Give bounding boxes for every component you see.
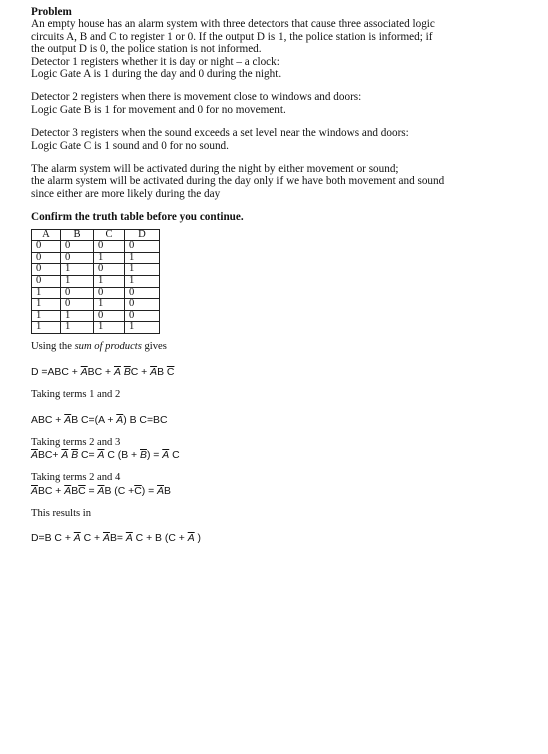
confirm-instruction: Confirm the truth table before you continue. (31, 211, 244, 224)
eq-sym: C (44, 485, 53, 497)
eq-sym: C (81, 450, 89, 462)
eq-sym: $\overline{C}$ (78, 485, 86, 497)
eq-sym: $\overline{A}$ (113, 367, 121, 379)
detector3-line-1: Detector 3 registers when the sound exceeds a set level near the windows and doors: (31, 127, 409, 140)
eq-sym: $\overline{A}$ (116, 414, 124, 426)
eq-sym: $\overline{C}$ (166, 367, 175, 379)
eq-sym: A (98, 414, 105, 426)
truth-table-cell: 1 (32, 299, 61, 311)
eq-sym: $\overline{B}$ (140, 450, 147, 462)
eq-sym: + (64, 533, 71, 545)
eq-sym: B (164, 485, 171, 497)
eq-sym: B (153, 414, 160, 426)
eq-sym: C (61, 367, 69, 379)
truth-table-header-cell: A (32, 229, 61, 241)
truth-table-cell: 0 (125, 287, 160, 299)
eq-sym: + (52, 450, 59, 462)
eq-sym: + (178, 533, 185, 545)
eq-sym: + (131, 450, 138, 462)
eq-sym: $\overline{A}$ (80, 367, 88, 379)
step-label-1: Taking terms 1 and 2 (31, 389, 121, 401)
truth-table-cell: 1 (94, 299, 125, 311)
step-label-3: Taking terms 2 and 4 (31, 472, 121, 484)
eq-sym: $\overline{B}$ (123, 367, 131, 379)
detector3-line-2: Logic Gate C is 1 sound and 0 for no sound. (31, 139, 229, 152)
eq-sym: B (121, 450, 129, 462)
eq-sym: B (129, 414, 137, 426)
truth-table-cell: 1 (61, 310, 94, 322)
eq-sym: $\overline{C}$ (134, 485, 142, 497)
eq-sym: C (107, 450, 115, 462)
truth-table-cell: 0 (32, 252, 61, 264)
truth-table-row (32, 252, 160, 264)
eq-sym: $\overline{A}$ (73, 533, 81, 545)
eq-sym: ) (146, 450, 151, 462)
eq-sym: + (94, 533, 101, 545)
eq-sym: $\overline{A}$ (61, 450, 69, 462)
eq-sym: ) (141, 485, 146, 497)
eq-sym: + (141, 367, 148, 379)
truth-table-cell: 1 (125, 322, 160, 334)
eq-sym: B (104, 485, 112, 497)
truth-table-cell: 1 (94, 252, 125, 264)
detector2-line-1: Detector 2 registers when there is movement close to windows and doors: (31, 91, 362, 104)
eq-sym: = (146, 414, 154, 426)
equation-step-3 (31, 485, 531, 498)
eq-sym: B (44, 533, 52, 545)
eq-sym: $\overline{A}$ (187, 533, 195, 545)
eq-sym: D (31, 367, 39, 379)
eq-sym: + (55, 414, 62, 426)
eq-sym: $\overline{A}$ (125, 533, 133, 545)
truth-table-header (32, 229, 160, 241)
eq-sym: + (128, 485, 135, 497)
eq-sym: B (155, 533, 162, 545)
truth-table-cell: 0 (94, 241, 125, 253)
truth-table-cell: 0 (94, 310, 125, 322)
eq-sym: $\overline{A}$ (162, 450, 170, 462)
truth-table-row (32, 264, 160, 276)
truth-table-cell: 0 (94, 264, 125, 276)
eq-sym: C (168, 533, 176, 545)
eq-sym: B (109, 533, 117, 545)
truth-table-row (32, 299, 160, 311)
truth-table-cell: 0 (61, 241, 94, 253)
problem-title: Problem (31, 6, 72, 18)
truth-table-cell: 1 (125, 276, 160, 288)
step-label-2: Taking terms 2 and 3 (31, 436, 121, 448)
eq-sym: $\overline{A}$ (64, 414, 72, 426)
truth-table-row (32, 276, 160, 288)
eq-sym: = (41, 367, 48, 379)
truth-table-cell: 1 (61, 322, 94, 334)
document-page (31, 6, 531, 545)
sop-prefix: Using the (31, 341, 75, 353)
eq-sym: ( (164, 533, 169, 545)
truth-table-cell: 0 (61, 299, 94, 311)
activation-line-1: The alarm system will be activated during the night by either movement or sound; (31, 163, 399, 176)
eq-sym: $\overline{A}$ (150, 367, 158, 379)
truth-table-row (32, 287, 160, 299)
eq-sym: + (105, 367, 112, 379)
truth-table-row (32, 322, 160, 334)
sop-intro (31, 341, 531, 353)
truth-table-cell: 0 (61, 287, 94, 299)
truth-table (31, 229, 160, 334)
eq-sym: D (31, 533, 39, 545)
intro-line-2: circuits A, B and C to register 1 or 0. If the output D is 1, the police station is informed; if (31, 30, 433, 43)
eq-sym: $\overline{A}$ (103, 533, 110, 545)
truth-table-cell: 1 (94, 322, 125, 334)
equation-step-2 (31, 449, 531, 462)
equation-sop (31, 366, 531, 379)
truth-table-cell: 0 (32, 276, 61, 288)
eq-sym: = (116, 533, 123, 545)
eq-sym: $\overline{A}$ (31, 485, 38, 497)
truth-table-cell: 0 (61, 252, 94, 264)
eq-sym: ( (117, 450, 122, 462)
truth-table-cell: 1 (32, 322, 61, 334)
eq-sym: $\overline{B}$ (71, 450, 79, 462)
eq-sym: + (71, 367, 78, 379)
eq-sym: C (172, 450, 180, 462)
truth-table-cell: 1 (32, 310, 61, 322)
eq-sym: C (117, 485, 126, 497)
detector2-line-2: Logic Gate B is 1 for movement and 0 for no movement. (31, 103, 286, 116)
eq-sym: C (81, 414, 89, 426)
eq-sym: + (107, 414, 114, 426)
activation-line-3: since either are more likely during the day (31, 187, 221, 200)
eq-sym: ) (123, 414, 127, 426)
eq-sym: B (54, 367, 62, 379)
truth-table-cell: 0 (32, 264, 61, 276)
truth-table-cell: 0 (32, 241, 61, 253)
eq-sym: B (37, 450, 45, 462)
eq-sym: $\overline{A}$ (31, 450, 38, 462)
truth-table-header-cell: C (94, 229, 125, 241)
truth-table-cell: 0 (125, 299, 160, 311)
eq-sym: ) (197, 533, 202, 545)
eq-sym: B (71, 414, 79, 426)
eq-sym: = (153, 450, 160, 462)
eq-sym: $\overline{A}$ (64, 485, 72, 497)
truth-table-row (32, 241, 160, 253)
eq-sym: + (55, 485, 62, 497)
truth-table-cell: 1 (125, 264, 160, 276)
eq-sym: = (88, 414, 95, 426)
eq-sym: = (88, 450, 95, 462)
eq-sym: ( (94, 414, 99, 426)
eq-sym: = (38, 533, 45, 545)
eq-sym: B (37, 485, 45, 497)
eq-sym: $\overline{A}$ (157, 485, 164, 497)
eq-sym: $\overline{A}$ (97, 450, 105, 462)
truth-table-cell: 0 (94, 287, 125, 299)
eq-sym: C (44, 414, 53, 426)
truth-table-row (32, 310, 160, 322)
eq-sym: = (148, 485, 155, 497)
eq-sym: $\overline{A}$ (97, 485, 105, 497)
eq-sym: C (44, 450, 53, 462)
eq-sym: C (135, 533, 144, 545)
eq-sym: B (87, 367, 95, 379)
intro-line-5: Logic Gate A is 1 during the day and 0 during the night. (31, 68, 282, 81)
eq-sym: B (71, 485, 79, 497)
truth-table-cell: 1 (94, 276, 125, 288)
intro-line-4: Detector 1 registers whether it is day or night – a clock: (31, 55, 280, 68)
eq-sym: A (47, 367, 55, 379)
sop-suffix: gives (141, 341, 167, 353)
eq-sym: C (139, 414, 147, 426)
eq-sym: A (31, 414, 38, 426)
intro-line-1: An empty house has an alarm system with three detectors that cause three associated logic (31, 18, 435, 31)
truth-table-header-cell: D (125, 229, 160, 241)
eq-sym: + (146, 533, 153, 545)
equation-step-1 (31, 414, 531, 427)
truth-table-header-cell: B (61, 229, 94, 241)
eq-sym: = (88, 485, 95, 497)
equation-result (31, 532, 531, 545)
activation-line-2: the alarm system will be activated during the day only if we have both movement and sound (31, 175, 445, 188)
result-label: This results in (31, 507, 92, 519)
eq-sym: ( (114, 485, 118, 497)
truth-table-cell: 1 (61, 264, 94, 276)
truth-table-cell: 1 (125, 252, 160, 264)
eq-sym: C (159, 414, 168, 426)
truth-table-cell: 1 (32, 287, 61, 299)
eq-sym: C (83, 533, 92, 545)
sop-term: sum of products (74, 341, 142, 353)
eq-sym: B (37, 414, 45, 426)
eq-sym: C (130, 367, 139, 379)
eq-sym: B (157, 367, 164, 379)
truth-table-cell: 0 (125, 241, 160, 253)
eq-sym: C (94, 367, 103, 379)
eq-sym: C (54, 533, 62, 545)
truth-table-cell: 0 (125, 310, 160, 322)
intro-line-3: the output D is 0, the police station is not informed. (31, 43, 262, 56)
truth-table-cell: 1 (61, 276, 94, 288)
